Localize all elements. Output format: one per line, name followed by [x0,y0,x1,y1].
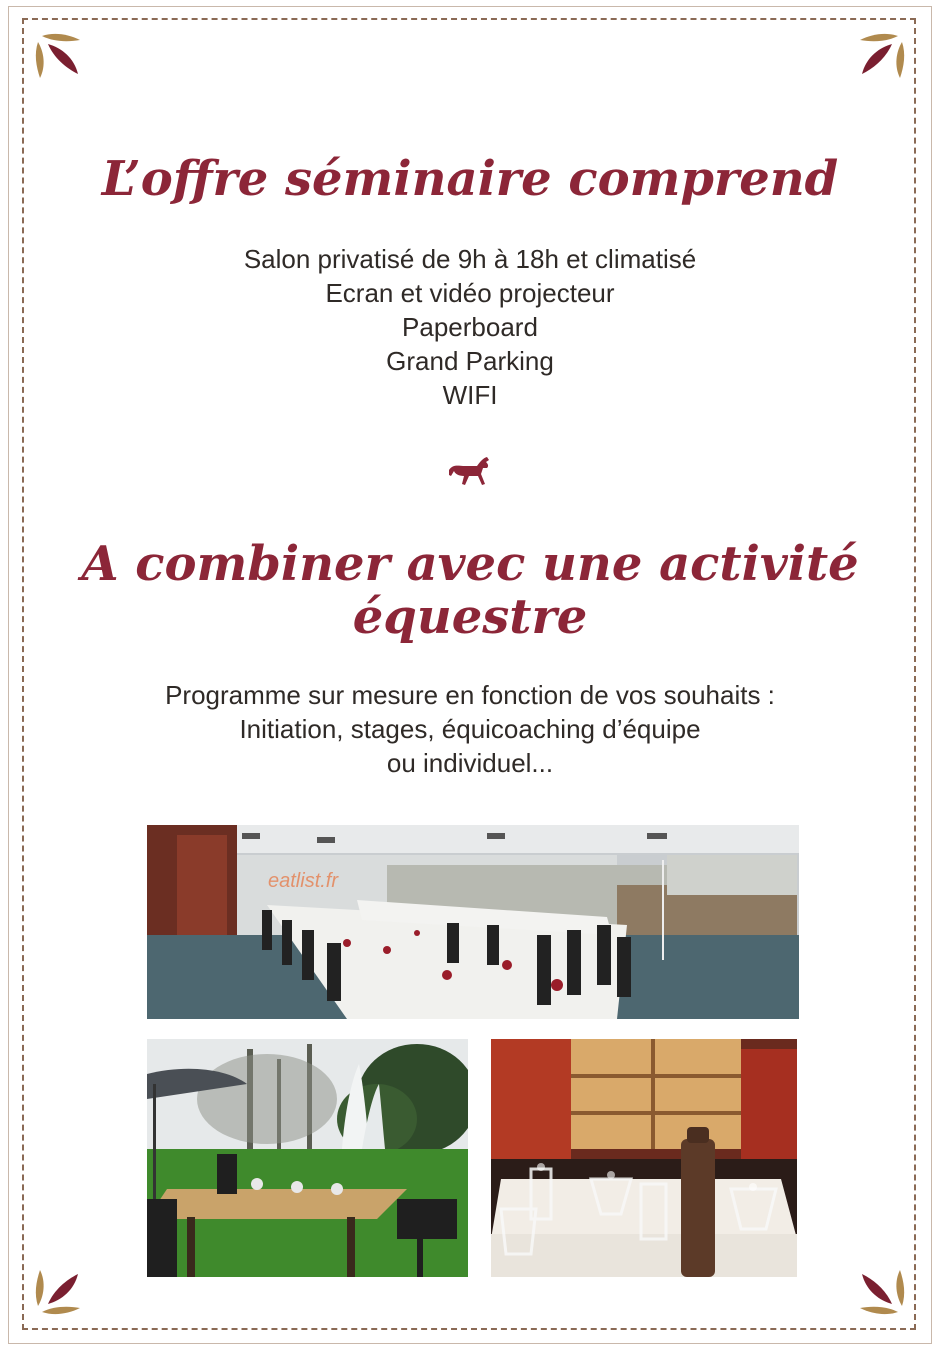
watermark-text: eatlist.fr [268,870,339,892]
terrace-photo [147,1039,468,1277]
offer-item: Grand Parking [386,346,554,376]
horse-icon [447,454,493,490]
leaf-ornament-icon [34,30,94,90]
equestrian-line: ou individuel... [386,748,554,778]
equestrian-line: Programme sur mesure en fonction de vos souhaits : [165,680,775,710]
leaf-ornament-icon [846,30,906,90]
leaf-ornament-icon [846,1258,906,1318]
offer-item: Salon privatisé de 9h à 18h et climatisé [243,244,697,274]
seminar-room-photo [147,825,799,1019]
offer-list [0,242,940,412]
leaf-ornament-icon [34,1258,94,1318]
restaurant-photo [491,1039,797,1277]
offer-item: Paperboard [402,312,538,342]
offer-item: WIFI [442,380,498,410]
equestrian-text [0,678,940,780]
offer-item: Ecran et vidéo projecteur [325,278,615,308]
section-title-equestrian-line1: A combiner avec une activité [81,536,859,592]
section-title-offer: L’offre séminaire comprend [101,151,839,207]
equestrian-line: Initiation, stages, équicoaching d’équipe [239,714,701,744]
section-title-equestrian-line2: équestre [352,589,588,645]
